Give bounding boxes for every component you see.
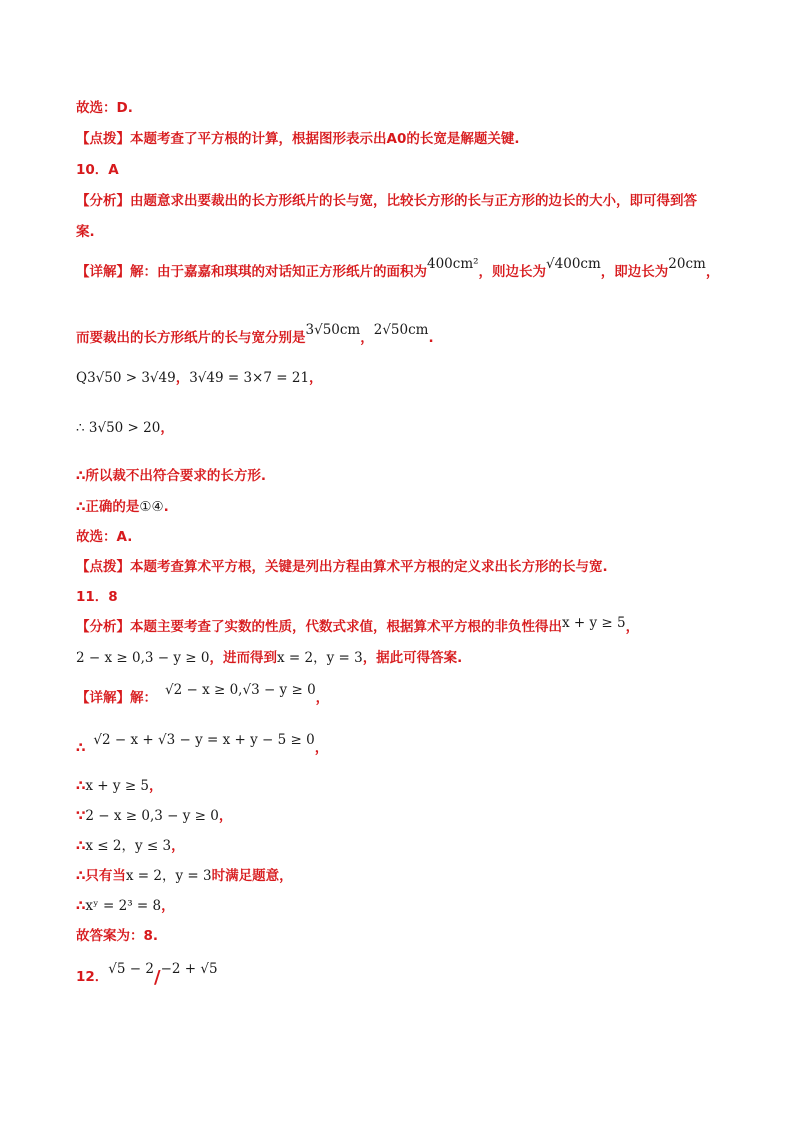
analysis-text: 【分析】由题意求出要裁出的长方形纸片的长与宽，比较长方形的长与正方形的边长的大小，即可得到答 bbox=[76, 193, 697, 209]
punctuation: ， bbox=[625, 619, 640, 635]
detail-text: ， bbox=[705, 264, 720, 280]
formula: 2 − x ≥ 0,3 − y ≥ 0 bbox=[85, 808, 219, 824]
conclusion-line bbox=[76, 497, 169, 517]
formula: −2 + √5 bbox=[160, 961, 218, 977]
detail-line bbox=[76, 866, 293, 886]
detail-line bbox=[76, 836, 185, 856]
analysis-text: 【分析】本题主要考查了实数的性质，代数式求值，根据算术平方根的非负性得出 bbox=[76, 619, 562, 635]
detail-line bbox=[76, 256, 720, 282]
formula: √400cm bbox=[546, 256, 601, 272]
formula: x + y ≥ 5 bbox=[562, 615, 626, 631]
detail-text: ，即边长为 bbox=[600, 264, 669, 280]
tip-text: 【点拨】本题考查算术平方根，关键是列出方程由算术平方根的定义求出长方形的长与宽. bbox=[76, 559, 608, 575]
math-line bbox=[76, 368, 323, 388]
answer-text: 故选：D. bbox=[76, 100, 133, 116]
tip-text: 【点拨】本题考查了平方根的计算，根据图形表示出A0的长宽是解题关键. bbox=[76, 131, 520, 147]
question-number bbox=[76, 587, 118, 607]
answer-text: 故选：A. bbox=[76, 529, 133, 545]
detail-line bbox=[76, 322, 434, 348]
formula: x = 2，y = 3 bbox=[125, 868, 212, 884]
separator: / bbox=[153, 967, 161, 988]
question-number bbox=[76, 160, 119, 180]
answer-text: 故答案为：8. bbox=[76, 928, 159, 944]
detail-text: 时满足题意， bbox=[211, 868, 293, 884]
formula: Q3√50 > 3√49 bbox=[76, 370, 176, 386]
punctuation: ， bbox=[160, 420, 174, 436]
math-line bbox=[76, 418, 174, 438]
formula: 20cm bbox=[668, 256, 706, 272]
punctuation: ， bbox=[161, 898, 175, 914]
detail-line bbox=[76, 732, 329, 758]
answer-line bbox=[76, 98, 133, 118]
formula: √5 − 2 bbox=[108, 961, 154, 977]
conclusion-text: ∴所以裁不出符合要求的长方形. bbox=[76, 468, 267, 484]
formula: ①④ bbox=[139, 499, 164, 515]
separator: ， bbox=[360, 330, 374, 346]
analysis-text: ，据此可得答案. bbox=[362, 650, 463, 666]
answer-line bbox=[76, 527, 132, 547]
punctuation: ， bbox=[314, 740, 329, 756]
formula: 2√50cm bbox=[373, 322, 429, 338]
therefore-symbol: ∴ bbox=[76, 740, 86, 756]
formula: 400cm² bbox=[427, 256, 479, 272]
tip-line bbox=[76, 557, 608, 577]
tip-line bbox=[76, 129, 519, 149]
analysis-text-cont: 案. bbox=[76, 224, 95, 240]
detail-line bbox=[76, 806, 232, 826]
formula: 3√49 = 3×7 = 21 bbox=[189, 370, 310, 386]
formula: x ≤ 2，y ≤ 3 bbox=[85, 838, 172, 854]
analysis-text: ，进而得到 bbox=[209, 650, 277, 666]
analysis-line-cont bbox=[76, 648, 462, 668]
formula: √2 − x ≥ 0,√3 − y ≥ 0 bbox=[165, 682, 316, 698]
formula: 3√50cm bbox=[305, 322, 361, 338]
detail-text: 【详解】解：由于嘉嘉和琪琪的对话知正方形纸片的面积为 bbox=[76, 264, 427, 280]
formula: ∴ 3√50 > 20 bbox=[76, 420, 161, 436]
punctuation: . bbox=[163, 499, 169, 515]
punctuation: ， bbox=[171, 838, 185, 854]
conclusion-text: ∴正确的是 bbox=[76, 499, 140, 515]
punctuation: ， bbox=[309, 370, 323, 386]
therefore-symbol: ∴ bbox=[76, 838, 86, 854]
therefore-symbol: ∴ bbox=[76, 898, 86, 914]
formula: x + y ≥ 5 bbox=[85, 778, 150, 794]
formula: xʸ = 2³ = 8 bbox=[85, 898, 162, 914]
therefore-symbol: ∴ bbox=[76, 778, 86, 794]
detail-line bbox=[76, 682, 330, 708]
question-number-text: 10．A bbox=[76, 162, 119, 178]
formula: x = 2，y = 3 bbox=[276, 650, 363, 666]
punctuation: . bbox=[428, 330, 434, 346]
answer-line bbox=[76, 926, 158, 946]
punctuation: ， bbox=[149, 778, 163, 794]
detail-line bbox=[76, 776, 163, 796]
analysis-line bbox=[76, 617, 639, 637]
because-symbol: ∵ bbox=[76, 808, 86, 824]
question-number-text: 11．8 bbox=[76, 589, 118, 605]
question-number-text: 12． bbox=[76, 969, 109, 985]
detail-text: 而要裁出的长方形纸片的长与宽分别是 bbox=[76, 330, 306, 346]
punctuation: ， bbox=[315, 690, 330, 706]
analysis-line-cont bbox=[76, 222, 95, 242]
detail-text: ，则边长为 bbox=[478, 264, 547, 280]
conclusion-line bbox=[76, 466, 266, 486]
separator: ， bbox=[175, 370, 190, 386]
formula: 2 − x ≥ 0,3 − y ≥ 0 bbox=[76, 650, 210, 666]
punctuation: ， bbox=[218, 808, 233, 824]
detail-text: 【详解】解： bbox=[76, 690, 157, 706]
analysis-line bbox=[76, 191, 697, 211]
question-number bbox=[76, 961, 218, 988]
detail-line bbox=[76, 896, 175, 916]
detail-text: ∴只有当 bbox=[76, 868, 126, 884]
formula: √2 − x + √3 − y = x + y − 5 ≥ 0 bbox=[93, 732, 315, 748]
